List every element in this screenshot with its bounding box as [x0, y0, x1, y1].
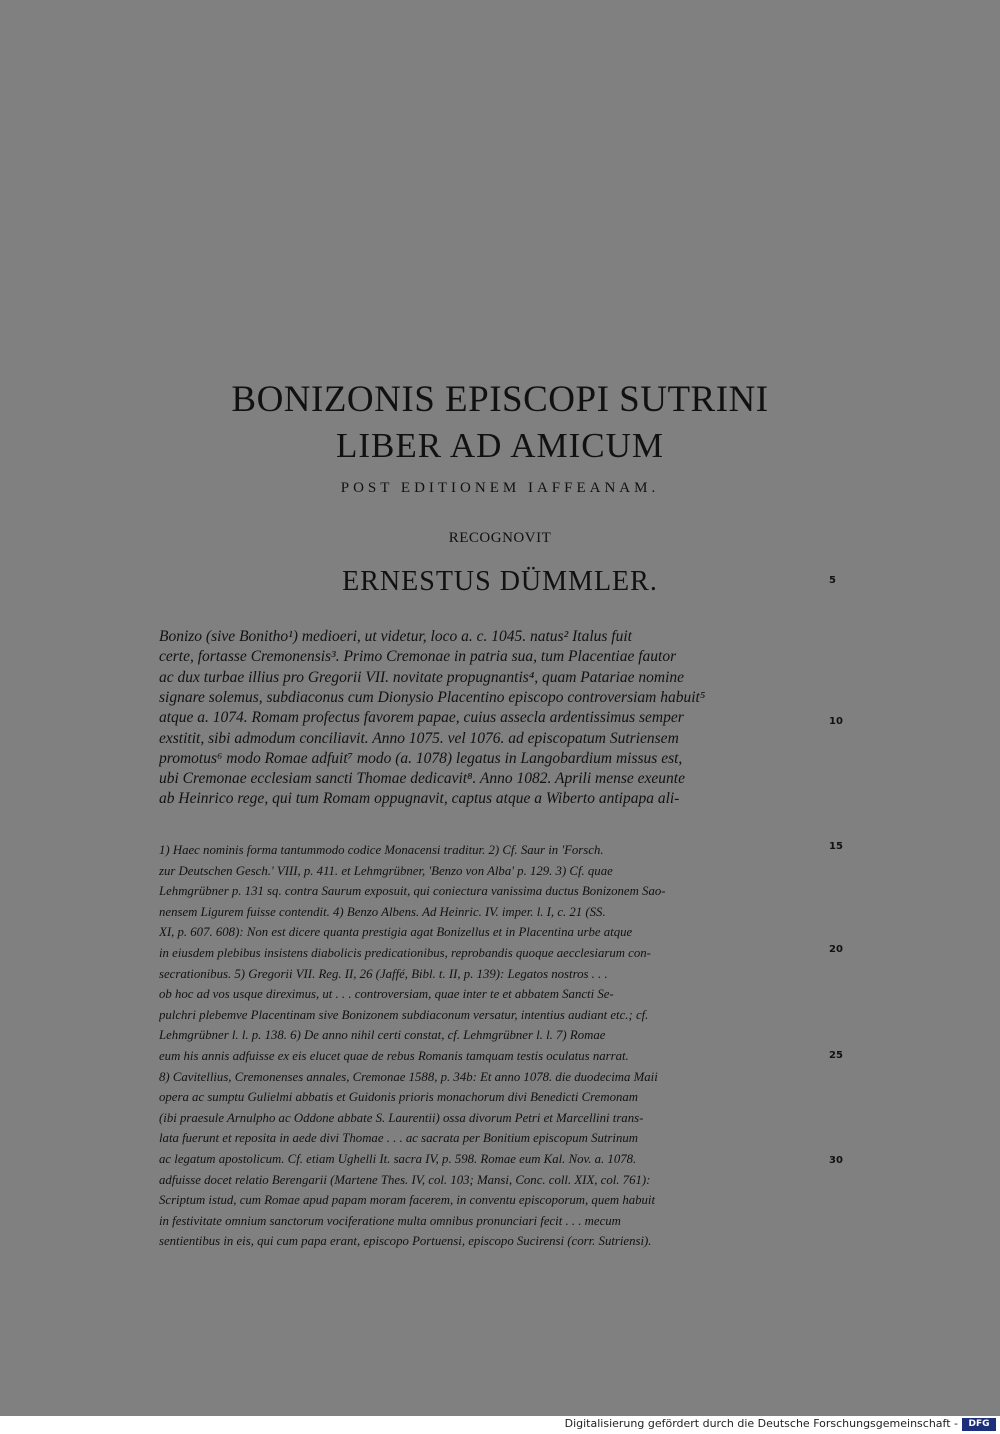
footnote-line: 1) Haec nominis forma tantummodo codice Monacensi traditur. 2) Cf. Saur in 'Forsch. — [159, 843, 604, 857]
body-line: certe, fortasse Cremonensis³. Primo Cremonae in patria sua, tum Placentiae fautor — [159, 648, 677, 666]
footnote-line: secrationibus. 5) Gregorii VII. Reg. II, 26 (Jaffé, Bibl. t. II, p. 139): Legatos nostros . . . — [159, 966, 608, 981]
title-line-3: POST EDITIONEM IAFFEANAM. — [340, 480, 660, 496]
line-number: 5 — [829, 575, 836, 586]
footnote-line: nensem Ligurem fuisse contendit. 4) Benzo Albens. Ad Heinric. IV. imper. l. I, c. 21 (SS. — [159, 904, 606, 919]
footnote-line: adfuisse docet relatio Berengarii (Martene Thes. IV, col. 103; Mansi, Conc. coll. XIX, col. 761): — [159, 1172, 651, 1187]
body-line: ac dux turbae illius pro Gregorii VII. novitate propugnantis⁴, quam Patariae nomine — [159, 668, 685, 686]
line-number: 30 — [829, 1155, 843, 1166]
editor-name: ERNESTUS DÜMMLER. — [342, 566, 658, 597]
footnote-line: lata fuerunt et reposita in aede divi Thomae . . . ac sacrata per Bonitium episcopum Sutrinum — [159, 1131, 639, 1146]
line-number: 10 — [829, 716, 843, 727]
recognovit-line: RECOGNOVIT — [448, 530, 552, 546]
footnote-line: Lehmgrübner l. l. p. 138. 6) De anno nihil certi constat, cf. Lehmgrübner l. l. 7) Romae — [159, 1028, 606, 1043]
footnote-line: opera ac sumptu Gulielmi abbatis et Guidonis prioris monachorum divi Benedicti Cremonam — [159, 1090, 639, 1105]
footnote-line: 8) Cavitellius, Cremonenses annales, Cremonae 1588, p. 34b: Et anno 1078. die duodecima Maii — [159, 1069, 658, 1084]
footnote-line: sentientibus in eis, qui cum papa erant, episcopo Portuensi, episcopo Sucirensi (corr. Sutriensi). — [159, 1234, 652, 1249]
footer-credit: Digitalisierung gefördert durch die Deutsche Forschungsgemeinschaft - — [564, 1417, 958, 1430]
body-line: Bonizo (sive Bonitho¹) medioeri, ut videtur, loco a. c. 1045. natus² Italus fuit — [159, 628, 632, 645]
footnote-line: pulchri plebemve Placentinam sive Bonizonem subdiaconum versatur, intentius audiant etc.; cf. — [159, 1007, 649, 1022]
footnote-line: in eiusdem plebibus insistens diabolicis predicationibus, reprobandis quoque aecclesiarum con- — [159, 946, 651, 960]
line-number: 25 — [829, 1050, 843, 1061]
footnote-line: ob hoc ad vos usque direximus, ut . . . controversiam, quae inter te et abbatem Sancti Se- — [159, 987, 614, 1002]
body-line: promotus⁶ modo Romae adfuit⁷ modo (a. 1078) legatus in Langobardium missus est, — [159, 749, 683, 767]
line-number: 15 — [829, 841, 843, 852]
line-number: 20 — [829, 944, 843, 955]
footnote-line: ac legatum apostolicum. Cf. etiam Ughelli It. sacra IV, p. 598. Romae eum Kal. Nov. a. 1078. — [159, 1152, 637, 1166]
footer-bar — [0, 1416, 1000, 1434]
body-line: atque a. 1074. Romam profectus favorem papae, cuius assecla ardentissimus semper — [159, 709, 684, 727]
footnote-line: XI, p. 607. 608): Non est dicere quanta prestigia agat Bonizellus et in Placentina urbe atque — [159, 925, 633, 940]
footnote-line: eum his annis adfuisse ex eis elucet quae de rebus Romanis tamquam testis oculatus narrat. — [159, 1049, 629, 1063]
body-line: ubi Cremonae ecclesiam sancti Thomae dedicavit⁸. Anno 1082. Aprili mense exeunte — [159, 770, 685, 788]
footnote-line: (ibi praesule Arnulpho ac Oddone abbate S. Laurentii) ossa divorum Petri et Marcellini trans- — [159, 1110, 644, 1125]
dfg-logo-icon: DFG — [962, 1418, 996, 1431]
footnote-line: Lehmgrübner p. 131 sq. contra Saurum exposuit, qui coniectura vanissima ductus Bonizonem Sao- — [159, 884, 666, 899]
title-line-2: LIBER AD AMICUM — [335, 426, 665, 465]
body-line: ab Heinrico rege, qui tum Romam oppugnavit, captus atque a Wiberto antipapa ali- — [159, 790, 680, 808]
footnote-line: in festivitate omnium sanctorum vociferatione multa omnibus pronunciari fecit . . . mecum — [159, 1213, 621, 1228]
body-line: signare solemus, subdiaconus cum Dionysio Placentino episcopo controversiam habuit⁵ — [159, 688, 706, 706]
footnote-line: zur Deutschen Gesch.' VIII, p. 411. et Lehmgrübner, 'Benzo von Alba' p. 129. 3) Cf. quae — [159, 863, 613, 878]
body-line: exstitit, sibi admodum conciliavit. Anno 1075. vel 1076. ad episcopatum Sutriensem — [159, 729, 679, 747]
title-line-1: BONIZONIS EPISCOPI SUTRINI — [231, 379, 769, 420]
footnote-line: Scriptum istud, cum Romae apud papam moram facerem, in conventu episcoporum, quem habuit — [159, 1193, 656, 1208]
